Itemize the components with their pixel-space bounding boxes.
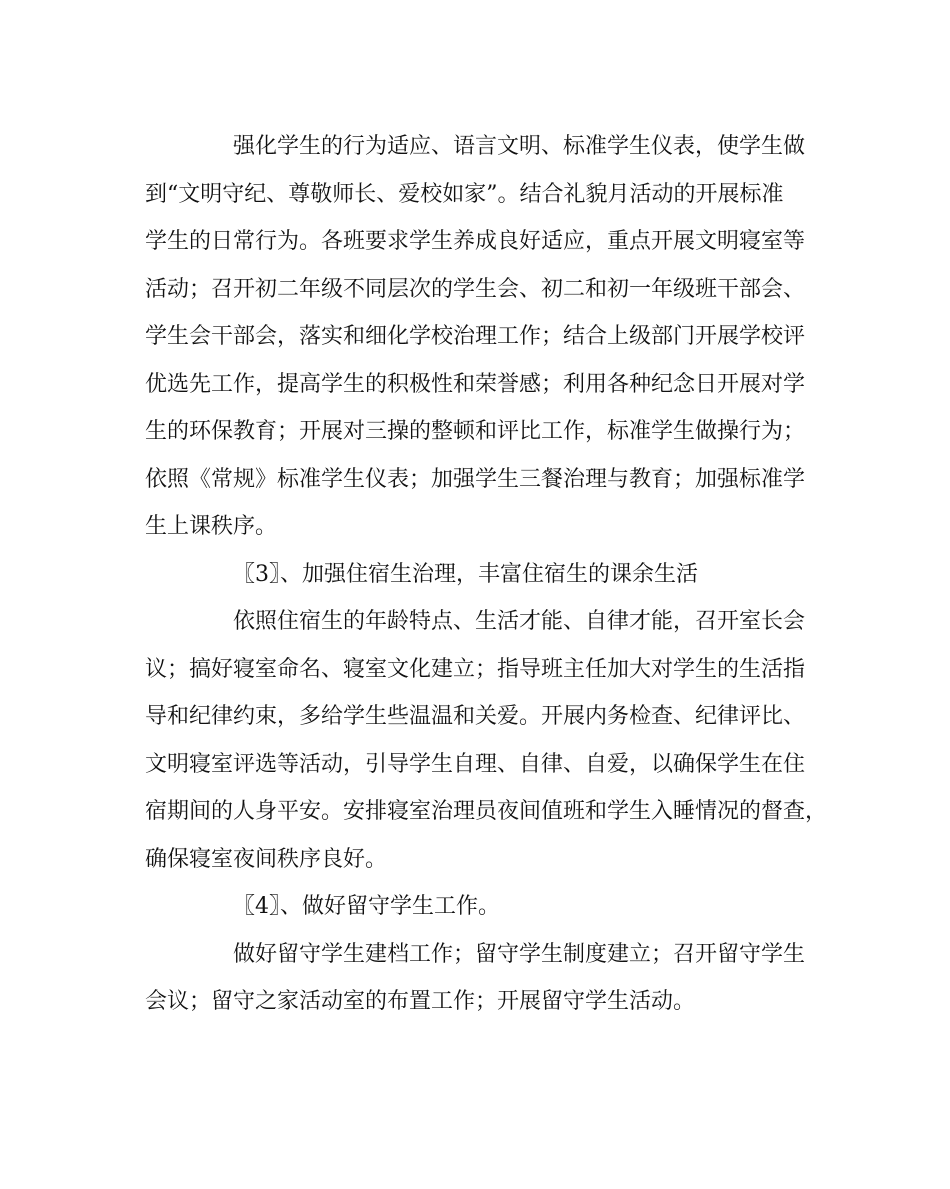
document-body — [145, 128, 828, 1031]
paragraph-line: 学生会干部会，落实和细化学校治理工作；结合上级部门开展学校评 — [145, 324, 806, 349]
paragraph-line: 宿期间的人身平安。安排寝室治理员夜间值班和学生入睡情况的督查， — [145, 799, 828, 824]
paragraph-line: 到“文明守纪、尊敬师长、爱校如家”。结合礼貌月活动的开展标准 — [145, 181, 784, 207]
paragraph-line: 学生的日常行为。各班要求学生养成良好适应，重点开展文明寝室等 — [145, 229, 806, 254]
paragraph-line: 做好留守学生建档工作；留守学生制度建立；召开留守学生 — [233, 941, 806, 967]
paragraph-line: 依照《常规》标准学生仪表；加强学生三餐治理与教育；加强标准学 — [145, 466, 806, 492]
paragraph-line: 导和纪律约束，多给学生些温温和关爱。开展内务检查、纪律评比、 — [145, 704, 806, 729]
section-heading: 〖4〗、做好留守学生工作。 — [233, 894, 500, 919]
paragraph-line: 强化学生的行为适应、语言文明、标准学生仪表，使学生做 — [233, 134, 806, 159]
section-heading: 〖3〗、加强住宿生治理，丰富住宿生的课余生活 — [233, 561, 698, 587]
paragraph-line: 确保寝室夜间秩序良好。 — [145, 846, 388, 872]
paragraph-line: 会议；留守之家活动室的布置工作；开展留守学生活动。 — [145, 989, 696, 1014]
paragraph-line: 生上课秩序。 — [145, 514, 278, 539]
paragraph-line: 活动；召开初二年级不同层次的学生会、初二和初一年级班干部会、 — [145, 276, 806, 302]
paragraph-line: 议；搞好寝室命名、寝室文化建立；指导班主任加大对学生的生活指 — [145, 656, 806, 682]
paragraph-line: 文明寝室评选等活动，引导学生自理、自律、自爱，以确保学生在住 — [145, 751, 806, 777]
paragraph-line: 优选先工作，提高学生的积极性和荣誉感；利用各种纪念日开展对学 — [145, 371, 806, 397]
paragraph-line: 依照住宿生的年龄特点、生活才能、自律才能，召开室长会 — [233, 609, 806, 634]
paragraph-line: 生的环保教育；开展对三操的整顿和评比工作，标准学生做操行为； — [145, 419, 806, 444]
